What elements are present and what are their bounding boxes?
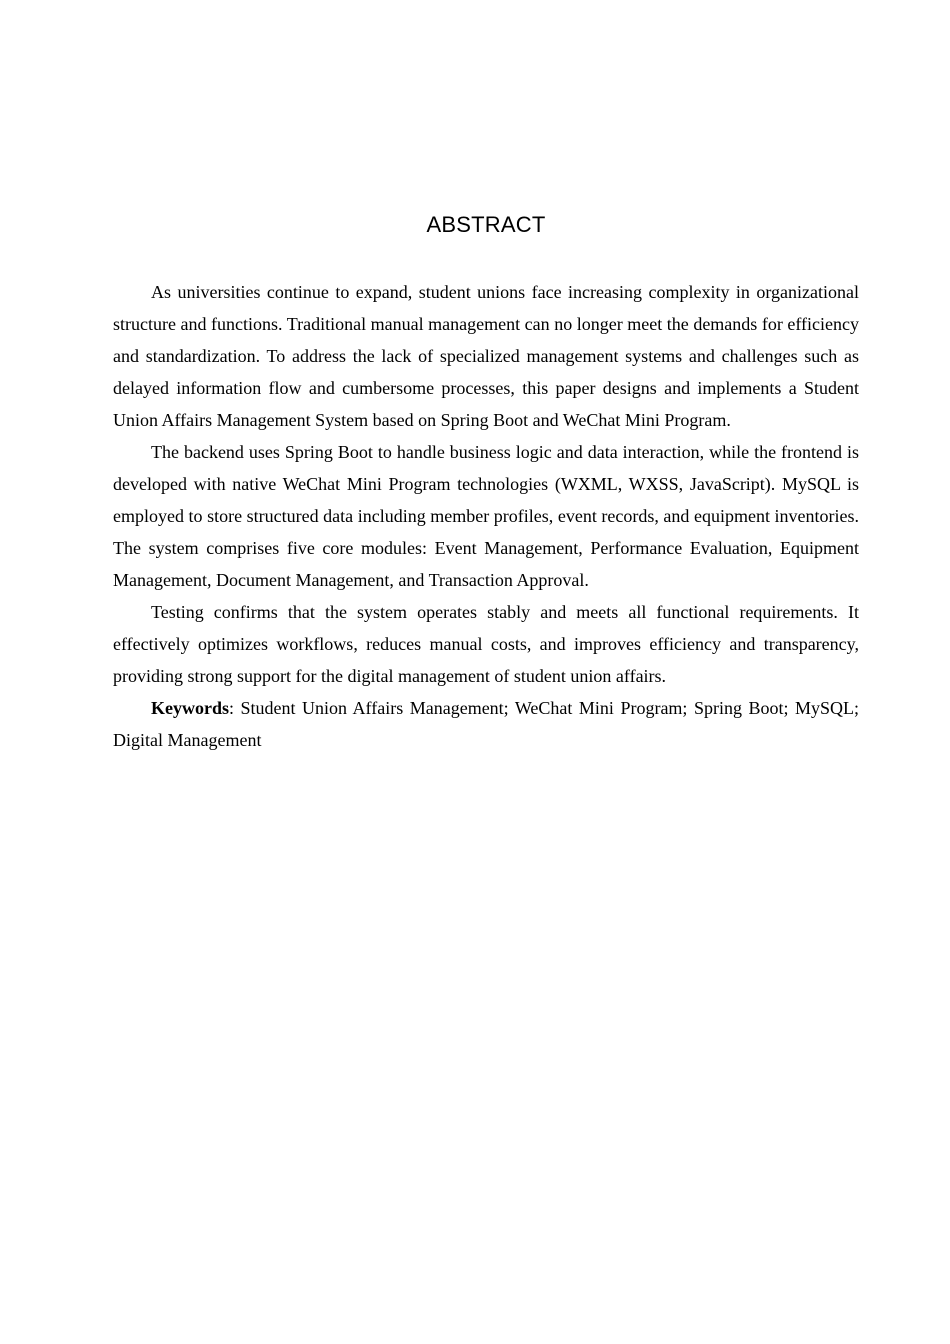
abstract-title: ABSTRACT bbox=[426, 212, 546, 237]
abstract-paragraph-1: As universities continue to expand, student unions face increasing complexity in organizational structure and functions. Traditional manual management can no longer meet the demands for efficiency and standardization. To address the lack of specialized management systems and challenges such as delayed information flow and cumbersome processes, this paper designs and implements a Student Union Affairs Management System based on Spring Boot and WeChat Mini Program. bbox=[113, 282, 859, 430]
abstract-paragraph-2: The backend uses Spring Boot to handle business logic and data interaction, while the frontend is developed with native WeChat Mini Program technologies (WXML, WXSS, JavaScript). MySQL is employed to store structured data including member profiles, event records, and equipment inventories. The system comprises five core modules: Event Management, Performance Evaluation, Equipment Management, Document Management, and Transaction Approval. bbox=[113, 442, 859, 590]
abstract-paragraph-3: Testing confirms that the system operates stably and meets all functional requirements. It effectively optimizes workflows, reduces manual costs, and improves efficiency and transparency, providing strong support for the digital management of student union affairs. bbox=[113, 602, 859, 686]
keywords-text: : Student Union Affairs Management; WeChat Mini Program; Spring Boot; MySQL; Digital Management bbox=[113, 698, 859, 750]
keywords-label: Keywords bbox=[151, 698, 229, 718]
keywords-paragraph bbox=[113, 692, 859, 756]
abstract-body bbox=[113, 276, 859, 756]
